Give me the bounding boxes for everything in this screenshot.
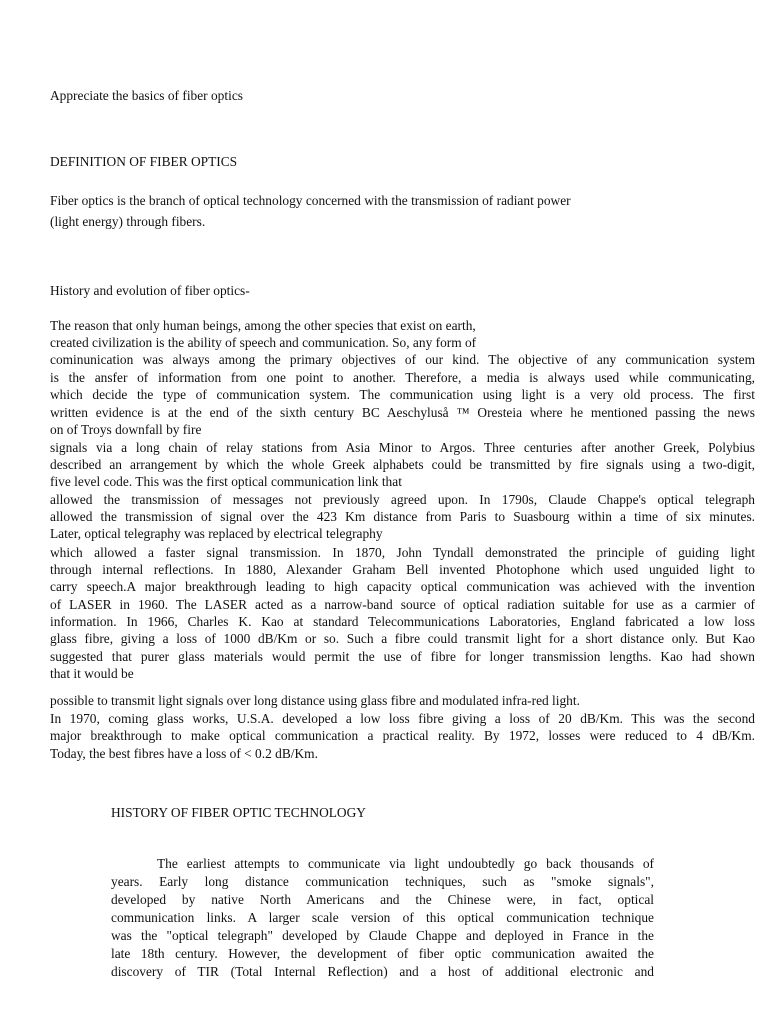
- history-line: glass fibre, giving a loss of 1000 dB/Km or so. Such a fibre could transmit light for a short distance only. But Kao: [50, 631, 755, 646]
- history-line: allowed the transmission of signal over the 423 Km distance from Paris to Suasbourg within a time of six minutes.: [50, 509, 755, 524]
- history-line: on of Troys downfall by fire: [50, 422, 202, 437]
- tech-line: was the "optical telegraph" developed by Claude Chappe and deployed in France in the: [111, 928, 654, 943]
- history-line: written evidence is at the end of the sixth century BC Aeschyluså ™ Oresteia where he mentioned passing the news: [50, 405, 755, 420]
- history-line: In 1970, coming glass works, U.S.A. developed a low loss fibre giving a loss of 20 dB/Km. This was the second: [50, 711, 755, 726]
- history-line: described an arrangement by which the whole Greek alphabets could be transmitted by fire signals using a two-digit,: [50, 457, 755, 472]
- history-line: which allowed a faster signal transmission. In 1870, John Tyndall demonstrated the principle of guiding light: [50, 545, 755, 560]
- history-heading: History and evolution of fiber optics-: [50, 283, 250, 298]
- definition-line: Fiber optics is the branch of optical technology concerned with the transmission of radiant power: [50, 193, 571, 208]
- history-line: information. In 1966, Charles K. Kao at standard Telecommunications Laboratories, England fabricated a low loss: [50, 614, 755, 629]
- history-line: that it would be: [50, 666, 134, 681]
- intro-text: Appreciate the basics of fiber optics: [50, 88, 243, 103]
- history-line: allowed the transmission of messages not previously agreed upon. In 1790s, Claude Chappe's optical telegraph: [50, 492, 755, 507]
- history-line: signals via a long chain of relay stations from Asia Minor to Argos. Three centuries after another Greek, Polybius: [50, 440, 755, 455]
- history-line: cominunication was always among the primary objectives of our kind. The objective of any communication system: [50, 352, 755, 367]
- tech-line: developed by native North Americans and the Chinese were, in fact, optical: [111, 892, 654, 907]
- history-line: is the ansfer of information from one point to another. Therefore, a media is always used while communicating,: [50, 370, 755, 385]
- tech-line: years. Early long distance communication techniques, such as "smoke signals",: [111, 874, 654, 889]
- history-line: possible to transmit light signals over long distance using glass fibre and modulated infra-red light.: [50, 693, 580, 708]
- history-line: suggested that purer glass materials would permit the use of fibre for longer transmission lengths. Kao had shown: [50, 649, 755, 664]
- history-line: created civilization is the ability of speech and communication. So, any form of: [50, 335, 477, 350]
- tech-heading: HISTORY OF FIBER OPTIC TECHNOLOGY: [111, 805, 366, 820]
- history-line: which decide the type of communication system. The communication using light is a very old process. The first: [50, 387, 755, 402]
- history-line: major breakthrough to make optical communication a practical reality. By 1972, losses were reduced to 4 dB/Km.: [50, 728, 755, 743]
- history-line: five level code. This was the first optical communication link that: [50, 474, 402, 489]
- tech-line: discovery of TIR (Total Internal Reflection) and a host of additional electronic and: [111, 964, 654, 979]
- history-line: through internal reflections. In 1880, Alexander Graham Bell invented Photophone which used unguided light to: [50, 562, 755, 577]
- definition-heading: DEFINITION OF FIBER OPTICS: [50, 154, 238, 169]
- history-line: The reason that only human beings, among the other species that exist on earth,: [50, 318, 476, 333]
- tech-line: The earliest attempts to communicate via light undoubtedly go back thousands of: [157, 856, 654, 871]
- definition-line: (light energy) through fibers.: [50, 214, 206, 229]
- history-line: Later, optical telegraphy was replaced by electrical telegraphy: [50, 526, 383, 541]
- history-line: Today, the best fibres have a loss of < 0.2 dB/Km.: [50, 746, 318, 761]
- history-line: carry speech.A major breakthrough leading to high capacity optical communication was achieved with the invention: [50, 579, 755, 594]
- tech-line: communication links. A larger scale version of this optical communication technique: [111, 910, 654, 925]
- history-line: of LASER in 1960. The LASER acted as a narrow-band source of optical radiation suitable for use as a carmier of: [50, 597, 755, 612]
- tech-line: late 18th century. However, the development of fiber optic communication awaited the: [111, 946, 654, 961]
